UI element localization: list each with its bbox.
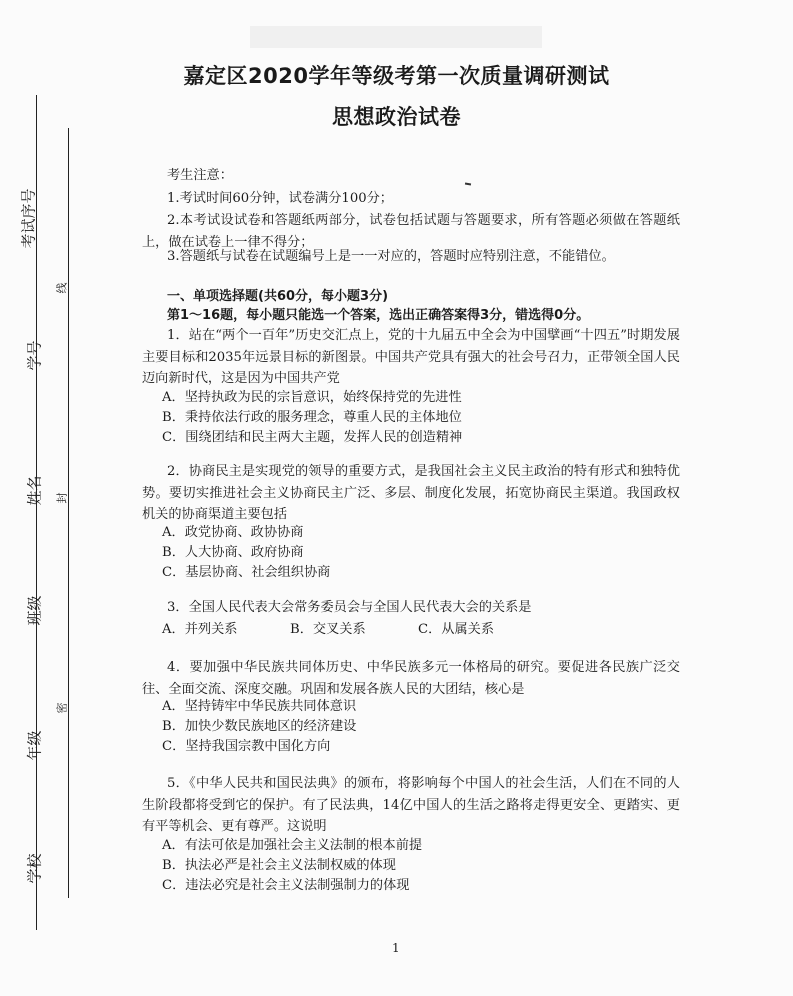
notice-heading: 考生注意： — [167, 168, 233, 183]
question-option: A．有法可依是加强社会主义法制的根本前提 — [162, 838, 423, 853]
page-title: 嘉定区2020学年等级考第一次质量调研测试 — [183, 64, 610, 88]
margin-label-school: 学校 — [25, 853, 44, 884]
question-stem: 4．要加强中华民族共同体历史、中华民族多元一体格局的研究。要促进各民族广泛交往、全面交流、深度交融。巩固和发展各族人民的大团结，核心是 — [142, 660, 680, 697]
notice-item-1: 1.考试时间60分钟，试卷满分100分； — [167, 191, 393, 206]
question-stem: 3．全国人民代表大会常务委员会与全国人民代表大会的关系是 — [167, 600, 532, 615]
section-heading: 一、单项选择题(共60分，每小题3分) — [167, 289, 389, 304]
question-option: A．坚持执政为民的宗旨意识，始终保持党的先进性 — [162, 390, 462, 405]
question-option: C．违法必究是社会主义法制强制力的体现 — [162, 878, 410, 893]
seal-secret-char: 密 — [55, 702, 69, 714]
question-stem: 2．协商民主是实现党的领导的重要方式，是我国社会主义民主政治的特有形式和独特优势。要切实推进社会主义协商民主广泛、多层、制度化发展，拓宽协商民主渠道。我国政权机关的协商渠道主要包括 — [142, 464, 680, 522]
scan-artifact — [250, 26, 542, 48]
margin-label-name: 姓名 — [25, 475, 44, 506]
question-option: A．并列关系 — [162, 622, 238, 637]
notice-item-2: 2.本考试设试卷和答题纸两部分，试卷包括试题与答题要求，所有答题必须做在答题纸上，做在试卷上一律不得分； — [142, 213, 680, 250]
question-option: B．执法必严是社会主义法制权威的体现 — [162, 858, 396, 873]
question-option: C．基层协商、社会组织协商 — [162, 565, 331, 580]
question-option: A．坚持铸牢中华民族共同体意识 — [162, 699, 357, 714]
binding-line-inner — [68, 128, 69, 898]
question-option: B．交叉关系 — [290, 622, 366, 637]
margin-label-exam-no: 考试序号 — [19, 188, 38, 249]
question-stem: 1．站在“两个一百年”历史交汇点上，党的十九届五中全会为中国擘画“十四五”时期发展主要目标和2035年远景目标的新图景。中国共产党具有强大的社会号召力，正带领全国人民迈向新时代，这是因为中国共产党 — [142, 328, 680, 386]
margin-label-class: 班级 — [25, 595, 44, 626]
margin-label-grade: 年级 — [25, 730, 44, 761]
stray-mark — [465, 182, 471, 185]
margin-label-student-id: 学号 — [25, 340, 44, 371]
page-number: 1 — [392, 941, 400, 955]
notice-item-3: 3.答题纸与试卷在试题编号上是一一对应的，答题时应特别注意，不能错位。 — [167, 249, 615, 264]
question-option: B．人大协商、政府协商 — [162, 545, 304, 560]
question-option: B．秉持依法行政的服务理念，尊重人民的主体地位 — [162, 410, 462, 425]
section-instruction: 第1～16题，每小题只能选一个答案，选出正确答案得3分，错选得0分。 — [167, 308, 590, 323]
seal-seal-char: 封 — [55, 492, 69, 504]
seal-line-char: 线 — [55, 282, 69, 294]
question-option: C．坚持我国宗教中国化方向 — [162, 739, 331, 754]
question-stem: 5．《中华人民共和国民法典》的颁布，将影响每个中国人的社会生活，人们在不同的人生阶段都将受到它的保护。有了民法典，14亿中国人的生活之路将走得更安全、更踏实、更有平等机会、更有尊严。这说明 — [142, 776, 680, 834]
page-subtitle: 思想政治试卷 — [332, 105, 461, 129]
question-option: C．从属关系 — [418, 622, 495, 637]
question-option: C．围绕团结和民主两大主题，发挥人民的创造精神 — [162, 430, 463, 445]
question-option: A．政党协商、政协协商 — [162, 525, 304, 540]
question-option: B．加快少数民族地区的经济建设 — [162, 719, 357, 734]
